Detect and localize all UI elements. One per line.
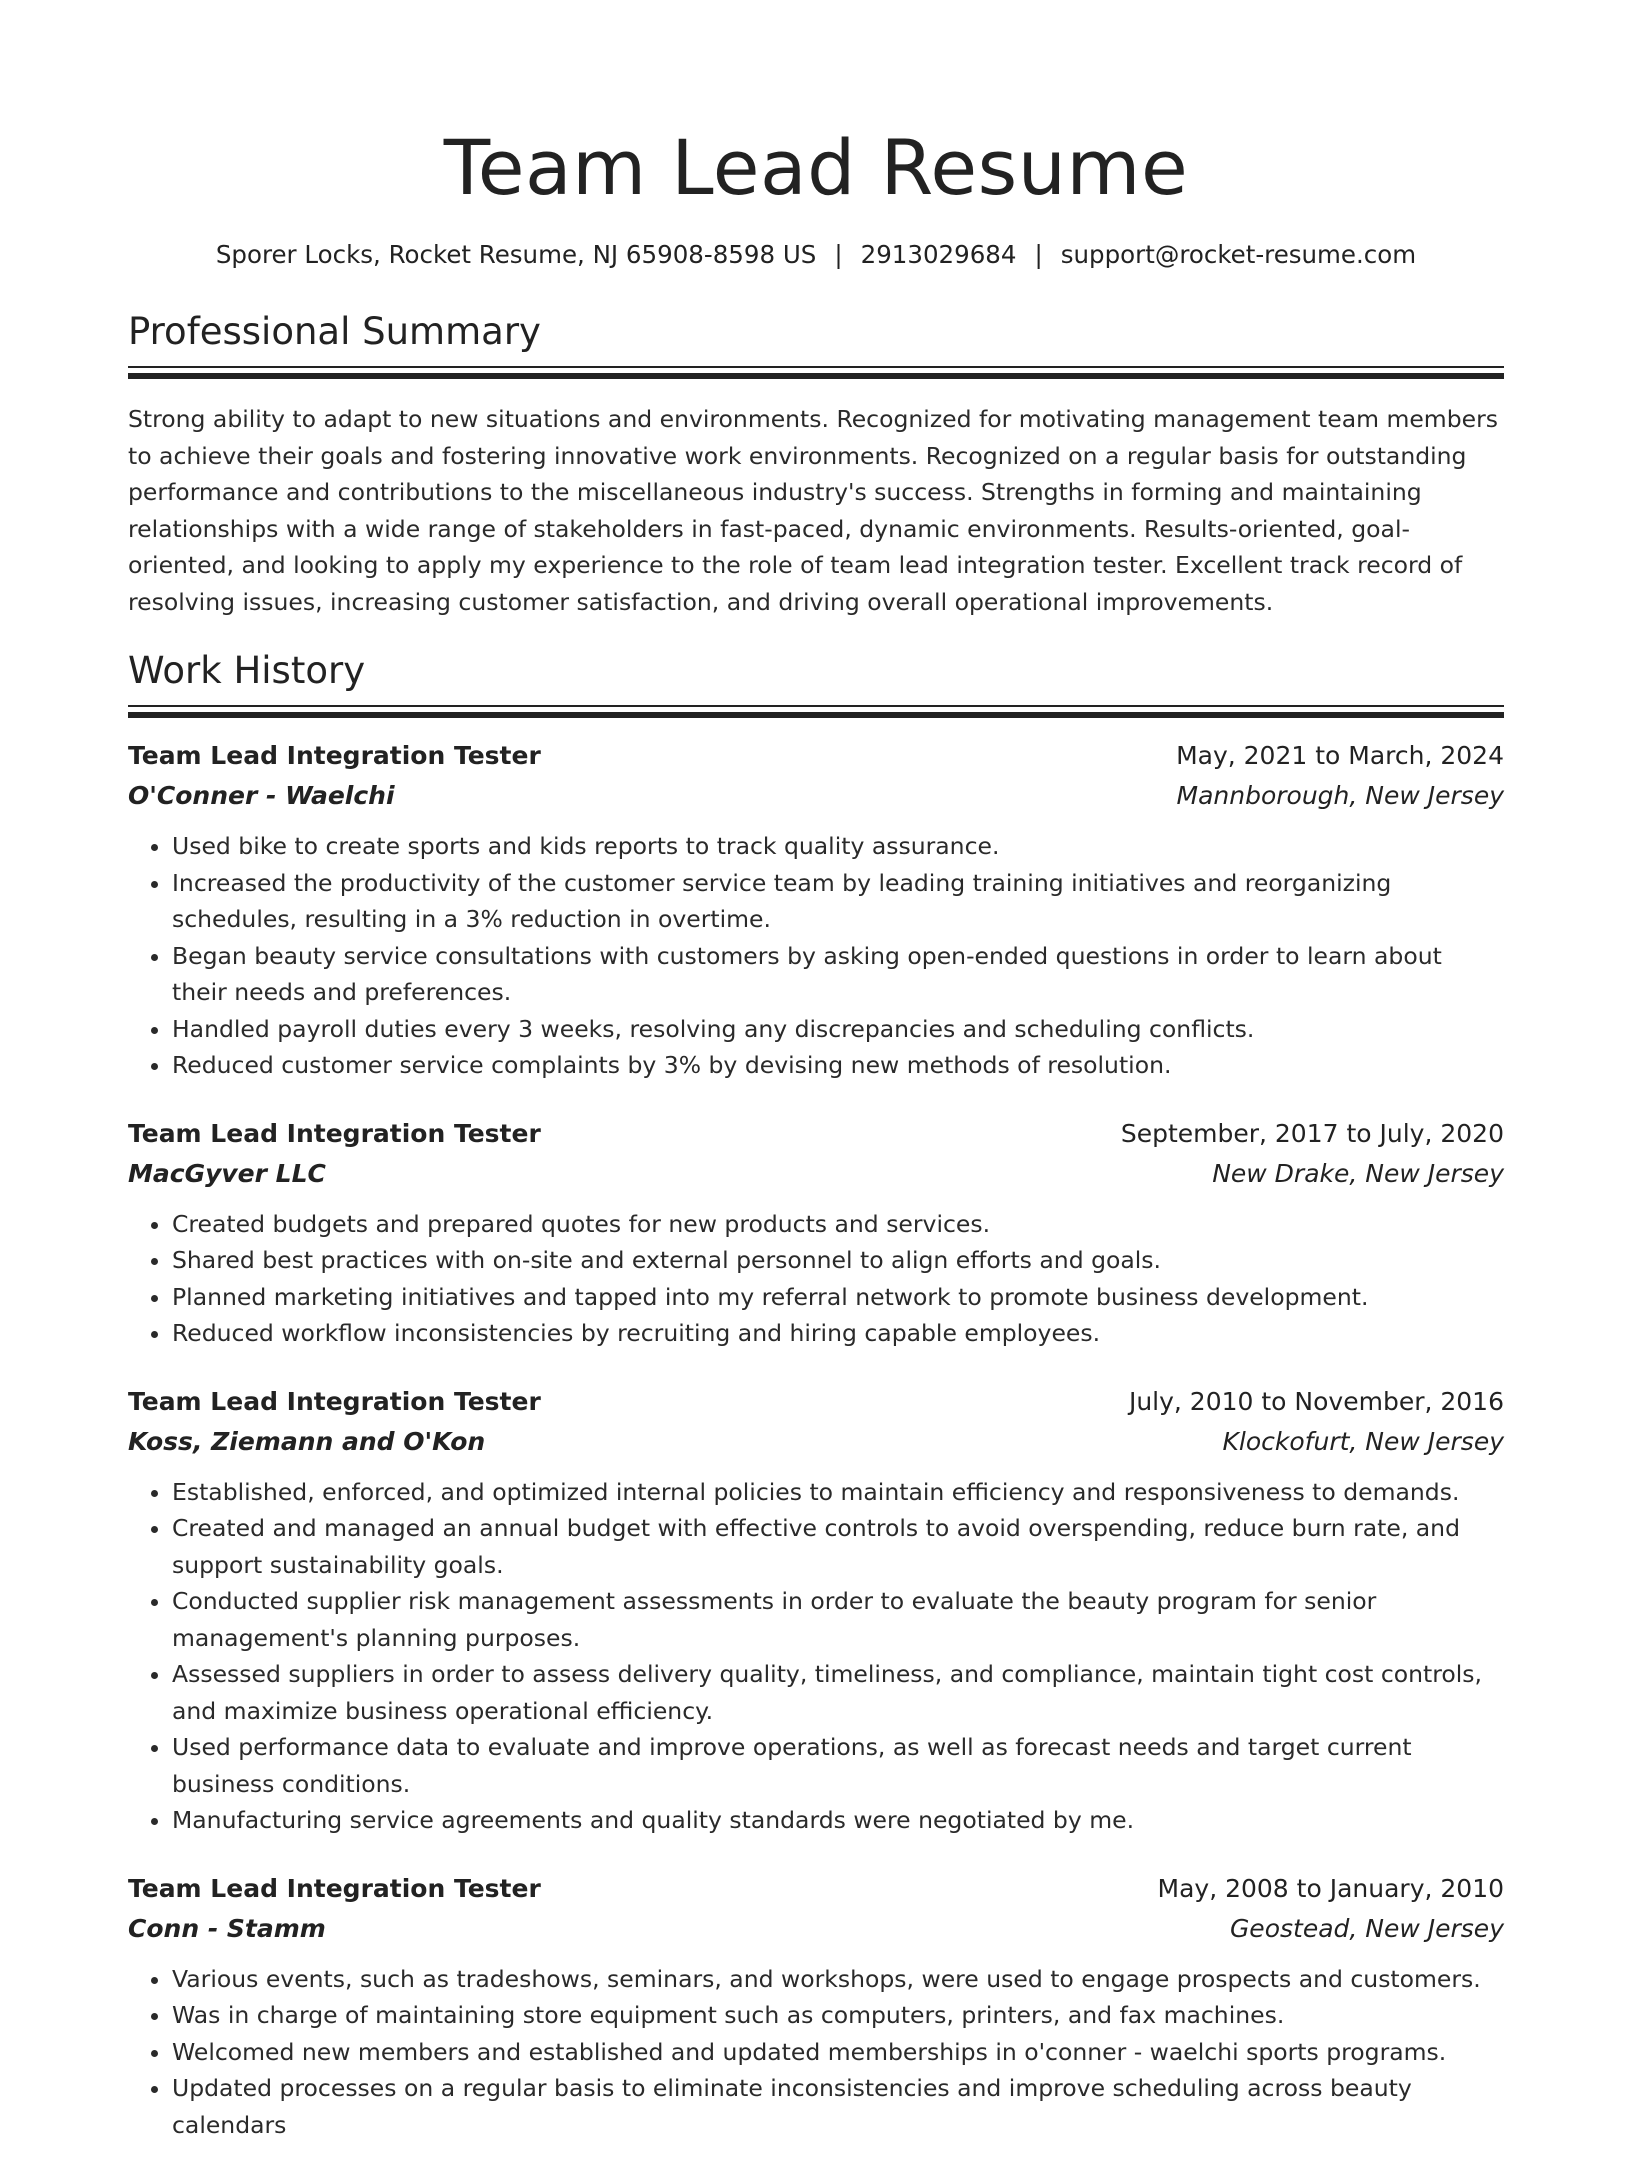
- job-bullet: • Created budgets and prepared quotes for new products and services.: [172, 1206, 1504, 1243]
- resume-page: [128, 0, 1504, 2173]
- job-header-row: [128, 1869, 1504, 1909]
- job-title: Team Lead Integration Tester: [128, 1873, 541, 1903]
- job-bullet: • Began beauty service consultations with customers by asking open-ended questions in order to learn about their needs and preferences.: [172, 938, 1504, 1011]
- job-bullet: • Handled payroll duties every 3 weeks, resolving any discrepancies and scheduling conflicts.: [172, 1011, 1504, 1048]
- job-list: [128, 736, 1504, 2143]
- contact-email: support@rocket-resume.com: [1060, 240, 1417, 269]
- job-entry: [128, 736, 1504, 1084]
- job-bullet: • Updated processes on a regular basis to eliminate inconsistencies and improve scheduling across beauty calendars: [172, 2070, 1504, 2143]
- job-entry: [128, 1382, 1504, 1839]
- job-entry: [128, 1869, 1504, 2144]
- job-company: O'Conner - Waelchi: [128, 781, 395, 810]
- job-dates: May, 2021 to March, 2024: [1176, 741, 1504, 770]
- contact-address: Sporer Locks, Rocket Resume, NJ 65908-8598 US: [215, 240, 817, 269]
- job-bullet: • Created and managed an annual budget with effective controls to avoid overspending, reduce burn rate, and support sustainability goals.: [172, 1510, 1504, 1583]
- job-company: Koss, Ziemann and O'Kon: [128, 1426, 486, 1456]
- job-bullet: • Was in charge of maintaining store equipment such as computers, printers, and fax machines.: [172, 1997, 1504, 2034]
- job-bullet: • Assessed suppliers in order to assess delivery quality, timeliness, and compliance, maintain tight cost controls, and maximize business operational efficiency.: [172, 1656, 1504, 1729]
- summary-text: Strong ability to adapt to new situations and environments. Recognized for motivating management team members to achieve their goals and fostering innovative work environments. Recognized on a regular basis for outstanding performance and contributions to the miscellaneous industry's success. Strengths in forming and maintaining relationships with a wide range of stakeholders in fast-paced, dynamic environments. Results-oriented, goal-oriented, and looking to apply my experience to the role of team lead integration tester. Excellent track record of resolving issues, increasing customer satisfaction, and driving overall operational improvements.: [128, 405, 1498, 616]
- section-divider-thick: [128, 373, 1504, 379]
- job-bullets: [128, 1961, 1504, 2144]
- contact-line: [128, 238, 1504, 272]
- job-title: Team Lead Integration Tester: [128, 1118, 541, 1148]
- job-title: Team Lead Integration Tester: [128, 1386, 541, 1416]
- job-location: Mannborough, New Jersey: [1176, 781, 1504, 810]
- job-header-row: [128, 1114, 1504, 1154]
- job-bullet: • Established, enforced, and optimized internal policies to maintain efficiency and responsiveness to demands.: [172, 1474, 1504, 1511]
- job-bullet: • Conducted supplier risk management assessments in order to evaluate the beauty program for senior management's planning purposes.: [172, 1583, 1504, 1656]
- job-bullet: • Various events, such as tradeshows, seminars, and workshops, were used to engage prospects and customers.: [172, 1961, 1504, 1998]
- job-company-row: [128, 1909, 1504, 1949]
- job-bullet: • Shared best practices with on-site and external personnel to align efforts and goals.: [172, 1242, 1504, 1279]
- job-location: Geostead, New Jersey: [1229, 1913, 1504, 1943]
- job-company-row: [128, 1154, 1504, 1194]
- job-bullet: • Welcomed new members and established and updated memberships in o'conner - waelchi sports programs.: [172, 2034, 1504, 2071]
- job-header-row: [128, 1382, 1504, 1422]
- job-dates: May, 2008 to January, 2010: [1157, 1873, 1504, 1903]
- job-bullets: [128, 828, 1504, 1084]
- job-bullet: • Reduced customer service complaints by 3% by devising new methods of resolution.: [172, 1047, 1504, 1084]
- section-divider: [128, 705, 1504, 707]
- contact-separator: |: [834, 240, 843, 269]
- job-bullets: [128, 1206, 1504, 1352]
- resume-title: Team Lead Resume: [443, 123, 1189, 212]
- contact-separator: |: [1034, 240, 1043, 269]
- section-divider-thick: [128, 712, 1504, 718]
- job-entry: [128, 1114, 1504, 1352]
- summary-heading: Professional Summary: [128, 310, 541, 353]
- contact-phone: 2913029684: [860, 240, 1017, 269]
- work-history-heading: Work History: [128, 649, 366, 692]
- job-header-row: [128, 736, 1504, 776]
- job-company: MacGyver LLC: [128, 1158, 326, 1188]
- job-location: New Drake, New Jersey: [1212, 1158, 1504, 1188]
- job-bullet: • Manufacturing service agreements and quality standards were negotiated by me.: [172, 1802, 1504, 1839]
- job-company-row: [128, 776, 1504, 816]
- section-divider: [128, 366, 1504, 368]
- job-dates: September, 2017 to July, 2020: [1120, 1118, 1504, 1148]
- job-dates: July, 2010 to November, 2016: [1128, 1386, 1504, 1416]
- job-company: Conn - Stamm: [128, 1913, 326, 1943]
- job-bullet: • Increased the productivity of the customer service team by leading training initiatives and reorganizing schedules, resulting in a 3% reduction in overtime.: [172, 865, 1504, 938]
- job-bullet: • Planned marketing initiatives and tapped into my referral network to promote business development.: [172, 1279, 1504, 1316]
- job-bullet: • Used bike to create sports and kids reports to track quality assurance.: [172, 828, 1504, 865]
- job-title: Team Lead Integration Tester: [128, 741, 541, 770]
- job-bullet: • Reduced workflow inconsistencies by recruiting and hiring capable employees.: [172, 1315, 1504, 1352]
- job-location: Klockofurt, New Jersey: [1222, 1426, 1504, 1456]
- job-bullet: • Used performance data to evaluate and improve operations, as well as forecast needs and target current business conditions.: [172, 1729, 1504, 1802]
- job-bullets: [128, 1474, 1504, 1839]
- job-company-row: [128, 1422, 1504, 1462]
